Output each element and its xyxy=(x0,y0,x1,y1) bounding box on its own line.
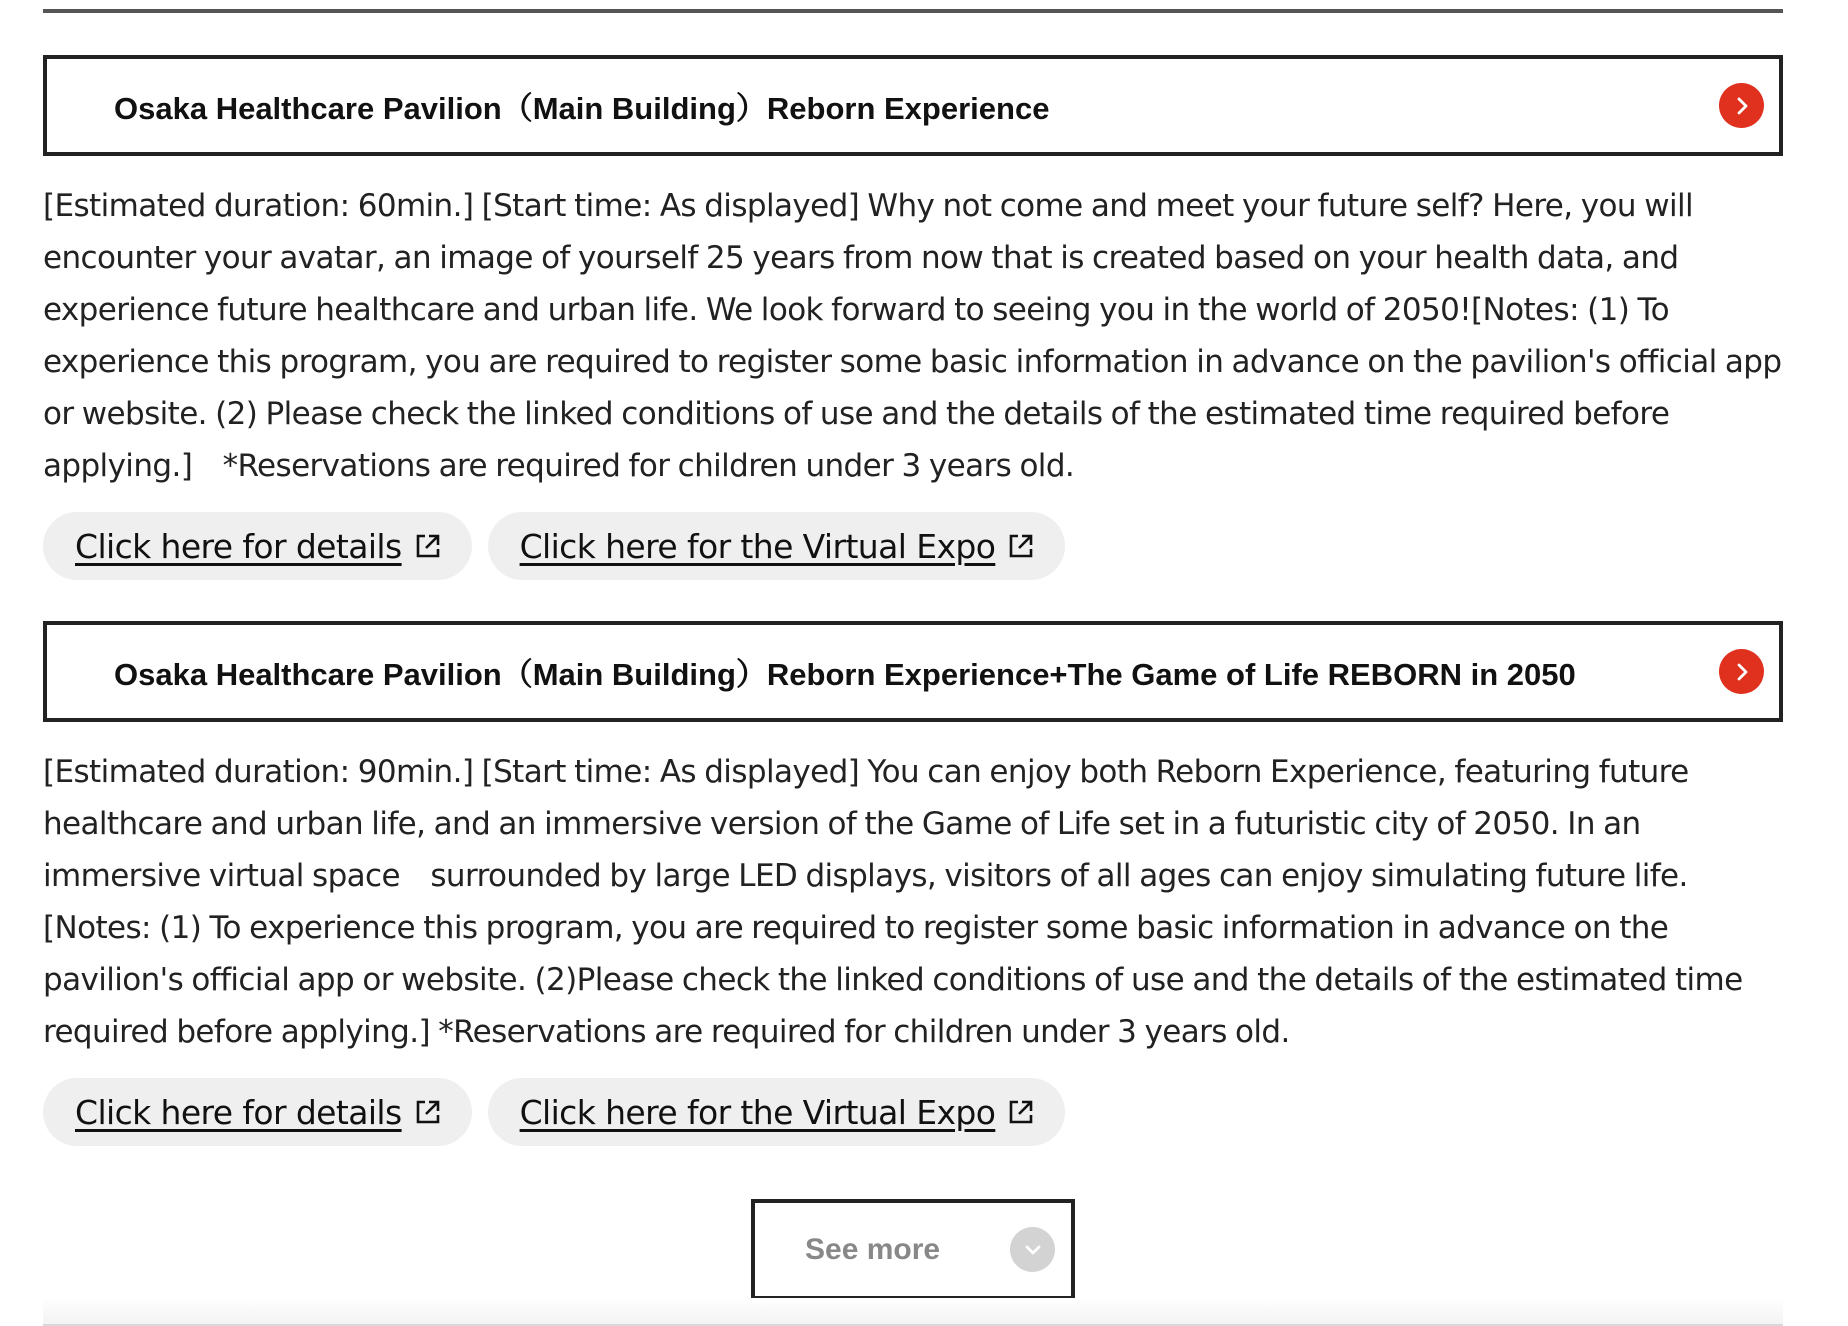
details-link[interactable] xyxy=(43,1078,472,1146)
program-header-reborn-experience[interactable] xyxy=(43,55,1783,156)
program-title: Osaka Healthcare Pavilion（Main Building）Reborn Experience+The Game of Life REBORN in 2050 xyxy=(114,657,1576,692)
program-card xyxy=(43,55,1783,580)
chevron-right-icon[interactable] xyxy=(1719,649,1764,694)
external-link-icon xyxy=(1007,532,1035,560)
see-more-label: See more xyxy=(805,1232,941,1266)
see-more-container xyxy=(751,1199,1075,1300)
program-links xyxy=(43,1078,1783,1146)
program-list xyxy=(43,55,1783,1187)
external-link-icon xyxy=(1007,1098,1035,1126)
program-description: [Estimated duration: 60min.] [Start time: As displayed] Why not come and meet your future self? Here, you will encounter your avatar, an image of yourself 25 years from now that is created based on your health data, and experience future healthcare and urban life. We look forward to seeing you in the world of 2050![Notes: (1) To experience this program, you are required to register some basic information in advance on the pavilion's official app or website. (2) Please check the linked conditions of use and the details of the estimated time required before applying.] *Reservations are required for children under 3 years old. xyxy=(43,188,1782,484)
virtual-expo-link[interactable] xyxy=(488,512,1066,580)
virtual-expo-link-label: Click here for the Virtual Expo xyxy=(519,526,996,566)
details-link[interactable] xyxy=(43,512,472,580)
chevron-down-icon xyxy=(1010,1227,1055,1272)
external-link-icon xyxy=(414,532,442,560)
program-links xyxy=(43,512,1783,580)
bottom-divider xyxy=(43,1298,1783,1326)
virtual-expo-link-label: Click here for the Virtual Expo xyxy=(519,1092,996,1132)
program-header-reborn-game-of-life[interactable] xyxy=(43,621,1783,722)
external-link-icon xyxy=(414,1098,442,1126)
program-card xyxy=(43,621,1783,1146)
program-title: Osaka Healthcare Pavilion（Main Building）Reborn Experience xyxy=(114,91,1050,126)
virtual-expo-link[interactable] xyxy=(488,1078,1066,1146)
details-link-label: Click here for details xyxy=(75,526,402,566)
chevron-right-icon[interactable] xyxy=(1719,83,1764,128)
top-divider xyxy=(43,9,1783,13)
see-more-button[interactable] xyxy=(751,1199,1075,1300)
details-link-label: Click here for details xyxy=(75,1092,402,1132)
program-description: [Estimated duration: 90min.] [Start time: As displayed] You can enjoy both Reborn Experience, featuring future healthcare and urban life, and an immersive version of the Game of Life set in a futuristic city of 2050. In an immersive virtual space surrounded by large LED displays, visitors of all ages can enjoy simulating future life. [Notes: (1) To experience this program, you are required to register some basic information in advance on the pavilion's official app or website. (2)Please check the linked conditions of use and the details of the estimated time required before applying.] *Reservations are required for children under 3 years old. xyxy=(43,754,1743,1050)
